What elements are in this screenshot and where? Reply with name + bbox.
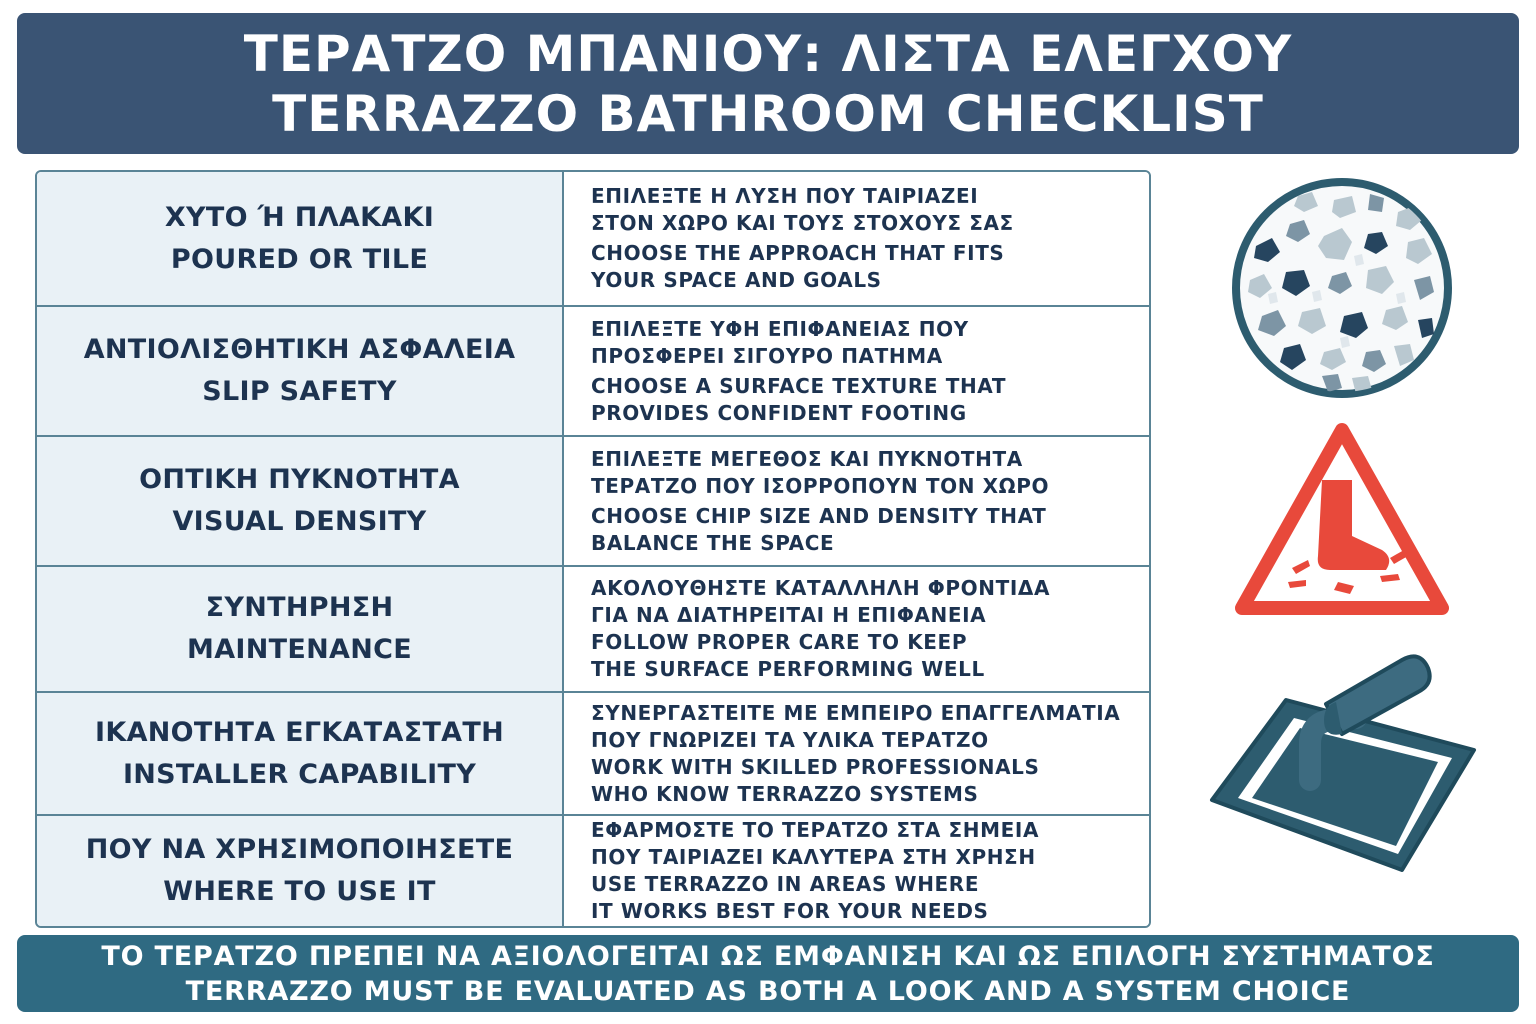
description-line: ΣΤΟΝ ΧΩΡΟ ΚΑΙ ΤΟΥΣ ΣΤΟΧΟΥΣ ΣΑΣ — [591, 211, 1014, 235]
checklist-row-visual-density — [37, 437, 1149, 567]
title-greek: ΤΕΡΑΤΖΟ ΜΠΑΝΙΟΥ: ΛΙΣΤΑ ΕΛΕΓΧΟΥ — [243, 24, 1293, 83]
footer-banner — [17, 935, 1519, 1012]
description-greek — [591, 183, 1149, 237]
description-line: THE SURFACE PERFORMING WELL — [591, 657, 985, 681]
row-description — [564, 437, 1149, 565]
checklist-row-poured-or-tile — [37, 172, 1149, 307]
description-line: ΑΚΟΛΟΥΘΗΣΤΕ ΚΑΤΑΛΛΗΛΗ ΦΡΟΝΤΙΔΑ — [591, 576, 1051, 600]
row-title-english: SLIP SAFETY — [202, 376, 397, 407]
description-line: BALANCE THE SPACE — [591, 530, 835, 555]
footer-greek: ΤΟ ΤΕΡΑΤΖΟ ΠΡΕΠΕΙ ΝΑ ΑΞΙΟΛΟΓΕΙΤΑΙ ΩΣ ΕΜΦΑΝΙΣΗ ΚΑΙ ΩΣ ΕΠΙΛΟΓΗ ΣΥΣΤΗΜΑΤΟΣ — [101, 940, 1435, 972]
row-title-greek: ΠΟΥ ΝΑ ΧΡΗΣΙΜΟΠΟΙΗΣΕΤΕ — [85, 834, 514, 865]
description-line: ΠΟΥ ΓΝΩΡΙΖΕΙ ΤΑ ΥΛΙΚΑ ΤΕΡΑΤΖΟ — [591, 727, 989, 752]
description-line: CHOOSE A SURFACE TEXTURE THAT — [591, 373, 1007, 398]
description-english — [591, 503, 1149, 557]
description-line: CHOOSE THE APPROACH THAT FITS — [591, 241, 1005, 265]
description-line: ΕΠΙΛΕΞΤΕ ΥΦΗ ΕΠΙΦΑΝΕΙΑΣ ΠΟΥ — [591, 316, 969, 341]
row-title-greek: ΣΥΝΤΗΡΗΣΗ — [205, 592, 394, 623]
description-line: CHOOSE CHIP SIZE AND DENSITY THAT — [591, 503, 1047, 528]
row-title-english: INSTALLER CAPABILITY — [122, 758, 477, 790]
row-title — [37, 693, 564, 814]
title-english: TERRAZZO BATHROOM CHECKLIST — [272, 84, 1264, 143]
description-line: PROVIDES CONFIDENT FOOTING — [591, 400, 967, 425]
title-banner — [17, 13, 1519, 154]
description-line: FOLLOW PROPER CARE TO KEEP — [591, 630, 968, 654]
footer-english: TERRAZZO MUST BE EVALUATED AS BOTH A LOOK AND A SYSTEM CHOICE — [185, 975, 1351, 1007]
row-title-english: VISUAL DENSITY — [172, 506, 427, 537]
row-title — [37, 437, 564, 565]
description-line: WHO KNOW TERRAZZO SYSTEMS — [591, 781, 979, 806]
description-greek — [591, 817, 1149, 871]
row-title-greek: ΑΝΤΙΟΛΙΣΘΗΤΙΚΗ ΑΣΦΑΛΕΙΑ — [83, 334, 516, 365]
terrazzo-chips-icon — [1228, 176, 1456, 400]
description-line: ΣΥΝΕΡΓΑΣΤΕΙΤΕ ΜΕ ΕΜΠΕΙΡΟ ΕΠΑΓΓΕΛΜΑΤΙΑ — [591, 700, 1121, 725]
row-title — [37, 172, 564, 305]
description-line: WORK WITH SKILLED PROFESSIONALS — [591, 754, 1040, 779]
description-english — [591, 373, 1149, 427]
row-title-greek: ΧΥΤΟ Ή ΠΛΑΚΑΚΙ — [164, 201, 435, 233]
checklist-row-where-to-use — [37, 816, 1149, 926]
row-title — [37, 307, 564, 435]
description-line: ΠΡΟΣΦΕΡΕΙ ΣΙΓΟΥΡΟ ΠΑΤΗΜΑ — [591, 343, 943, 368]
description-line: USE TERRAZZO IN AREAS WHERE — [591, 872, 980, 896]
row-title-english: POURED OR TILE — [170, 243, 429, 275]
description-line: ΠΟΥ ΤΑΙΡΙΑΖΕΙ ΚΑΛΥΤΕΡΑ ΣΤΗ ΧΡΗΣΗ — [591, 845, 1036, 869]
description-line: ΕΦΑΡΜΟΣΤΕ ΤΟ ΤΕΡΑΤΖΟ ΣΤΑ ΣΗΜΕΙΑ — [591, 818, 1040, 842]
description-greek — [591, 316, 1149, 370]
row-title-english: MAINTENANCE — [187, 634, 412, 665]
description-line: ΕΠΙΛΕΞΤΕ Η ΛΥΣΗ ΠΟΥ ΤΑΙΡΙΑΖΕΙ — [591, 184, 979, 208]
description-line: ΤΕΡΑΤΖΟ ΠΟΥ ΙΣΟΡΡΟΠΟΥΝ ΤΟΝ ΧΩΡΟ — [591, 473, 1050, 498]
description-greek — [591, 700, 1149, 754]
description-english — [591, 871, 1149, 925]
checklist-table — [35, 170, 1151, 928]
description-line: ΓΙΑ ΝΑ ΔΙΑΤΗΡΕΙΤΑΙ Η ΕΠΙΦΑΝΕΙΑ — [591, 603, 987, 627]
row-title — [37, 567, 564, 691]
row-title-greek: ΙΚΑΝΟΤΗΤΑ ΕΓΚΑΤΑΣΤΑΤΗ — [95, 716, 504, 748]
description-greek — [591, 575, 1149, 629]
description-greek — [591, 446, 1149, 500]
checklist-row-installer-capability — [37, 693, 1149, 816]
row-title-greek: ΟΠΤΙΚΗ ΠΥΚΝΟΤΗΤΑ — [139, 464, 460, 495]
description-english — [591, 240, 1149, 294]
row-description — [564, 567, 1149, 691]
description-english — [591, 754, 1149, 808]
description-line: IT WORKS BEST FOR YOUR NEEDS — [591, 899, 989, 923]
row-description — [564, 307, 1149, 435]
description-line: YOUR SPACE AND GOALS — [591, 268, 882, 292]
checklist-row-slip-safety — [37, 307, 1149, 437]
row-title-english: WHERE TO USE IT — [163, 876, 436, 907]
row-description — [564, 693, 1149, 814]
trowel-icon — [1206, 648, 1478, 874]
description-english — [591, 629, 1149, 683]
row-title — [37, 816, 564, 926]
description-line: ΕΠΙΛΕΞΤΕ ΜΕΓΕΘΟΣ ΚΑΙ ΠΥΚΝΟΤΗΤΑ — [591, 446, 1023, 471]
row-description — [564, 172, 1149, 305]
slip-warning-icon — [1230, 418, 1454, 620]
checklist-row-maintenance — [37, 567, 1149, 693]
row-description — [564, 816, 1149, 926]
